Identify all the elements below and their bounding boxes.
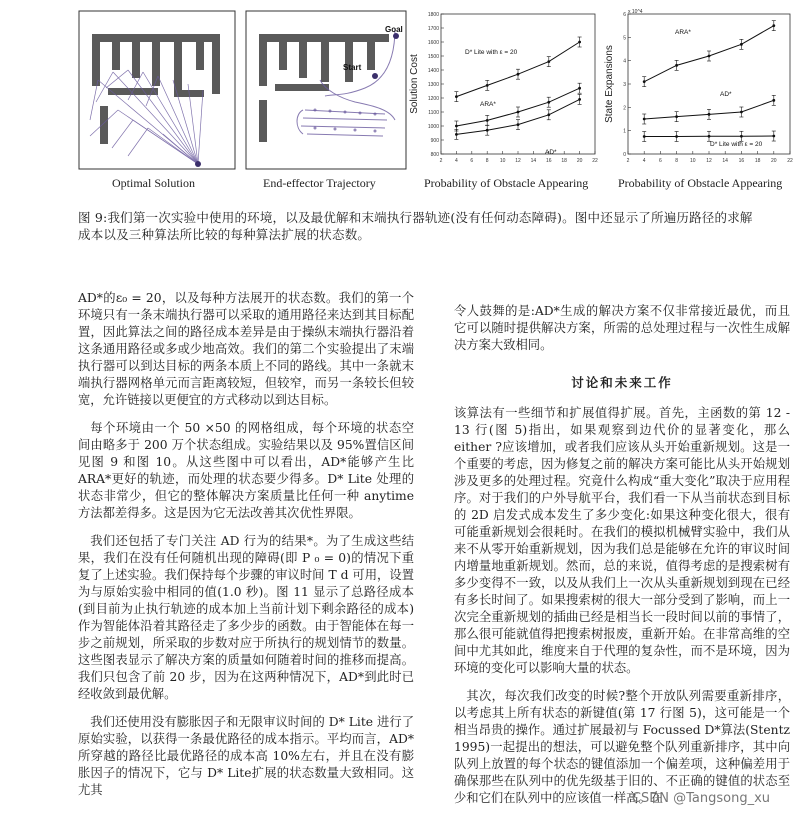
y-tick-label: 5	[623, 35, 626, 42]
y-tick-label: 1400	[427, 68, 439, 74]
y-axis-label: State Expansions	[604, 45, 615, 123]
data-point	[486, 129, 489, 132]
x-tick-label: 8	[675, 158, 678, 164]
data-point	[517, 123, 520, 126]
x-tick-label: 4	[642, 158, 646, 164]
y-scale-note: x 10^4	[628, 9, 643, 15]
x-tick-label: 8	[485, 158, 489, 164]
x-tick-label: 12	[706, 158, 712, 164]
data-point	[578, 98, 581, 101]
y-tick-label: 2	[623, 105, 626, 112]
x-tick-label: 20	[771, 158, 777, 164]
data-point	[675, 64, 678, 67]
data-point	[740, 43, 743, 46]
data-point	[643, 80, 646, 83]
x-tick-label: 12	[515, 158, 521, 164]
series-label: AD*	[545, 149, 557, 156]
y-tick-label: 800	[430, 152, 439, 158]
y-tick-label: 1300	[427, 82, 439, 88]
start-marker	[372, 73, 378, 79]
data-point	[578, 41, 581, 44]
y-tick-label: 1500	[427, 54, 439, 60]
paragraph: 我们还使用没有膨胀因子和无限审议时间的 D* Lite 进行了原始实验，以获得一条最优路径的成本指示。平均而言，AD*所穿越的路径比最优路径的成本高 10%左右，并且在没有膨胀因子的情况下，它与 D* Lite扩展的状态数量大致相同。这尤其	[78, 715, 414, 797]
y-tick-label: 900	[430, 138, 439, 144]
right-column	[454, 303, 790, 818]
data-point	[708, 135, 711, 138]
x-tick-label: 6	[659, 158, 662, 164]
y-tick-label: 1700	[427, 26, 439, 32]
y-tick-label: 1100	[428, 110, 439, 116]
maze-end-effector-trajectory	[245, 10, 407, 170]
panel-title-optimal: Optimal Solution	[112, 176, 196, 190]
state-expansions-chart	[600, 6, 800, 176]
x-tick-label: 22	[787, 158, 793, 164]
data-point	[772, 135, 775, 138]
goal-label: Goal	[385, 25, 403, 34]
data-point	[547, 60, 550, 63]
y-tick-label: 1200	[427, 96, 439, 102]
data-point	[547, 101, 550, 104]
series-label: AD*	[720, 91, 732, 98]
data-point	[675, 115, 678, 118]
data-point	[772, 99, 775, 102]
data-point	[517, 73, 520, 76]
solution-cost-chart	[405, 6, 605, 176]
figure-caption: 图 9:我们第一次实验中使用的环境，以及最优解和末端执行器轨迹(没有任何动态障碍)。图中还显示了所遍历路径的求解成本以及三种算法所比较的每种算法扩展的状态数。	[78, 210, 753, 242]
x-tick-label: 10	[690, 158, 696, 164]
x-tick-label: 2	[439, 158, 443, 164]
x-tick-label: 20	[576, 158, 583, 164]
panel-title-trajectory: End-effector Trajectory	[263, 176, 376, 190]
y-axis-label: Solution Cost	[409, 54, 420, 114]
x-tick-label: 14	[722, 158, 728, 164]
data-point	[740, 111, 743, 114]
x-tick-label: 18	[754, 158, 761, 164]
series-label: D* Lite with ε = 20	[710, 141, 763, 148]
data-point	[708, 113, 711, 116]
paragraph: 其次，每次我们改变的时候?整个开放队列需要重新排序，以考虑其上所有状态的新键值(第 17 行图 5)，这可能是一个相当昂贵的操作。通过扩展最初与 Focussed D*算法(Stentz 1995)一起提出的想法，可以避免整个队列重新排序，其中向队列上放置的每个状态的键值添加一个偏差项，这种偏差用于确保那些在队列中的优先级基于旧的、不正确的键值的状态至少和它们在队列中的应该值一样高。在	[454, 689, 790, 805]
series-label: ARA*	[675, 29, 691, 36]
x-tick-label: 16	[738, 158, 745, 164]
data-point	[486, 84, 489, 87]
x-tick-label: 22	[592, 158, 598, 164]
data-point	[675, 135, 678, 138]
data-point	[486, 119, 489, 122]
maze-optimal-solution	[78, 10, 236, 170]
y-tick-label: 1600	[427, 40, 439, 46]
series-label: D* Lite with ε = 20	[465, 49, 518, 56]
data-point	[547, 113, 550, 116]
section-heading: 讨论和未来工作	[571, 375, 673, 390]
data-point	[455, 125, 458, 128]
data-point	[643, 135, 646, 138]
start-label: Start	[343, 63, 362, 72]
series-label: ARA*	[480, 101, 496, 108]
paragraph: 我们还包括了专门关注 AD 行为的结果*。为了生成这些结果，我们在没有任何随机出现的障碍(即 P ₀ = 0)的情况下重复了上述实验。我们保持每个步骤的审议时间 T d 可用，设置为与原始实验中相同的值(1.0 秒)。图 11 显示了总路径成本(到目前为止执行轨迹的成本加上当前计划下剩余路径的成本)作为智能体沿着其路径走了多少步的函数。由于智能体在每一步之前规划，所采取的步数对应于所执行的规划情节的数量。这些图表显示了解决方案的质量如何随着时间的推移而提高。我们只包含了前 20 步，因为在这两种情况下，AD*到此时已经收敛到最优解。	[78, 534, 414, 701]
data-point	[578, 87, 581, 90]
data-point	[772, 24, 775, 27]
x-tick-label: 6	[470, 158, 474, 164]
panel-title-prob-1: Probability of Obstacle Appearing	[424, 176, 589, 190]
paragraph: 令人鼓舞的是:AD*生成的解决方案不仅非常接近最优，而且它可以随时提供解决方案，所需的总处理过程与一次性生成解决方案大致相同。	[454, 304, 790, 352]
y-tick-label: 0	[623, 152, 626, 158]
y-tick-label: 1	[623, 128, 626, 135]
x-tick-label: 10	[499, 158, 506, 164]
x-tick-label: 16	[546, 158, 552, 164]
y-tick-label: 1800	[427, 12, 439, 18]
left-column	[78, 290, 414, 810]
x-tick-label: 14	[530, 158, 537, 164]
data-point	[455, 95, 458, 98]
y-tick-label: 6	[623, 12, 626, 18]
y-tick-label: 4	[623, 58, 626, 65]
data-point	[455, 133, 458, 136]
paragraph: 每个环境由一个 50 ×50 的网格组成，每个环境的状态空间由略多于 200 万个状态组成。实验结果以及 95%置信区间见图 9 和图 10。从这些图中可以看出，AD*能够产生比 ARA*更好的轨迹，而处理的状态要少得多。D* Lite 处理的状态非常少，但它的整体解决方案质量比任何一种 anytime 方法都差得多。这是因为它无法改善其次优性界限。	[78, 421, 414, 520]
data-point	[740, 135, 743, 138]
data-point	[708, 55, 711, 58]
data-point	[643, 118, 646, 121]
x-tick-label: 4	[455, 158, 458, 164]
paragraph: 该算法有一些细节和扩展值得扩展。首先，主函数的第 12 - 13 行(图 5)指出，如果观察到边代价的显著变化，那么either ?应该增加，或者我们应该从头开始重新规划。这是一个重要的考虑，因为修复之前的解决方案可能比从头开始规划涉及更多的处理过程。究竟什么构成“重大变化”取决于应用程序。对于我们的户外导航平台，我们看一下从当前状态到目标的 2D 启发式成本发生了多少变化:如果这种变化很大，很有可能重新规划会很耗时。在我们的模拟机械臂实验中，我们从来不从零开始重新规划，因为我们总是能够在允许的审议时间内增量地重新规划。然而，总的来说，值得考虑的是搜索树有多少变得不一致，以及从我们上一次从头重新规划到现在已经有多长时间了。如果搜索树的很大一部分受到了影响，而上一次完全重新规划的插曲已经是相当长一段时间以前的事情了，那么很可能就值得把搜索树报废，重新开始。在非常高维的空间中尤其如此，维度来自于代理的复杂性，而不是环境，因为环境的变化可以影响大量的状态。	[454, 406, 790, 675]
x-tick-label: 2	[626, 158, 630, 164]
x-tick-label: 18	[561, 158, 567, 164]
paragraph: AD*的ɛ₀ = 20，以及每种方法展开的状态数。我们的第一个环境只有一条末端执行器可以采取的通用路径来达到其目标配置，因此算法之间的路径成本差异是由于操纵末端执行器沿着这条通用路径或多或少地高效。我们的第二个实验提出了末端执行器可以到达目标的两条本质上不同的路线。其中一条就末端执行器网格单元而言距离较短，但较窄，而另一条较长但较宽，允许链接以更便宜的方式移动以到达目标。	[78, 291, 414, 407]
data-point	[517, 111, 520, 114]
y-tick-label: 3	[623, 82, 626, 88]
y-tick-label: 1000	[427, 124, 439, 130]
watermark: CSDN @Tangsong_xu	[631, 791, 770, 806]
panel-title-prob-2: Probability of Obstacle Appearing	[618, 176, 783, 190]
